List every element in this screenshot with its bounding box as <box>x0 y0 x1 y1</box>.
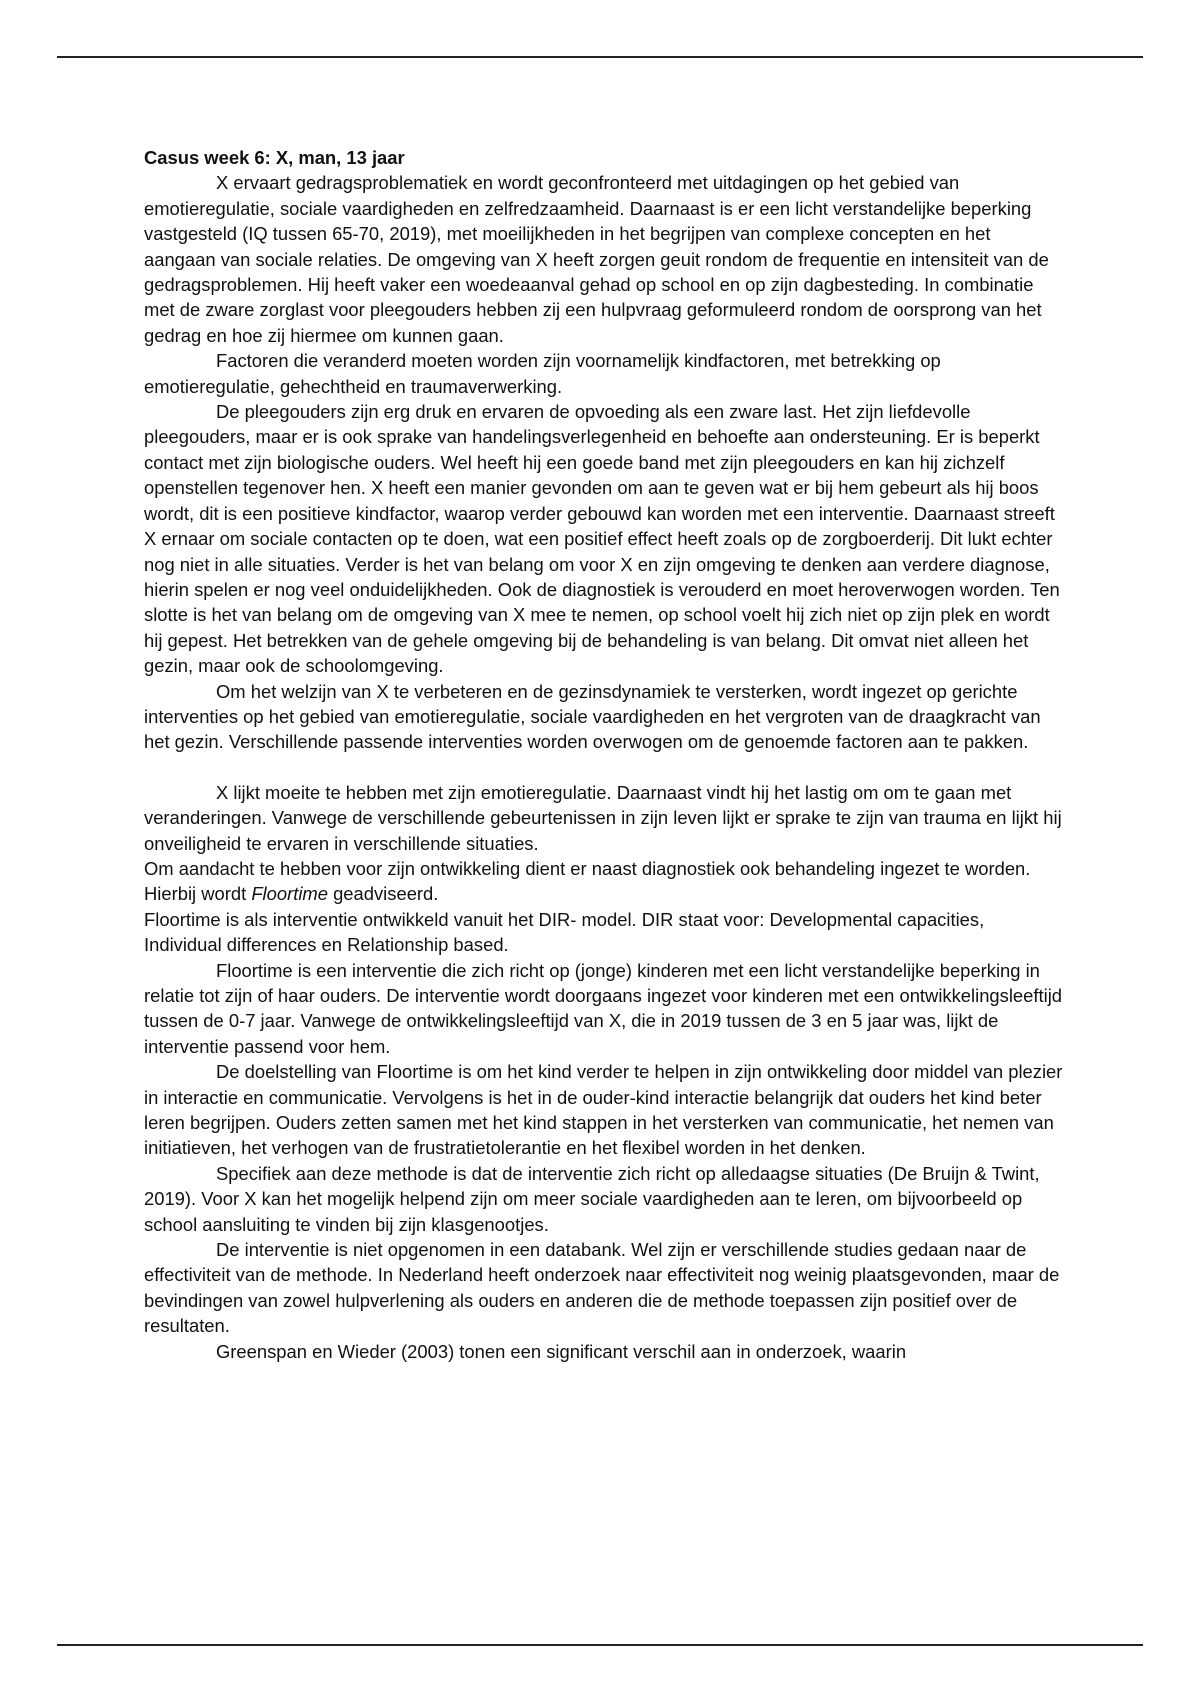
paragraph-2: Factoren die veranderd moeten worden zijn voornamelijk kindfactoren, met betrekking op emotieregulatie, gehechtheid en traumaverwerking. <box>144 350 941 397</box>
bottom-rule <box>57 1644 1143 1646</box>
paragraph-10: Specifiek aan deze methode is dat de interventie zich richt op alledaagse situaties (De Bruijn & Twint, 2019). Voor X kan het mogelijk helpend zijn om meer sociale vaardigheden aan te leren, om bijvoorbeeld op school aansluiting te vinden bij zijn klasgenootjes. <box>144 1162 1040 1235</box>
paragraph-6-text: Om aandacht te hebben voor zijn ontwikkeling dient er naast diagnostiek ook behandeling ingezet te worden. Hierbij wordt <box>144 857 1031 905</box>
paragraph-1: X ervaart gedragsproblematiek en wordt geconfronteerd met uitdagingen op het gebied van emotieregulatie, sociale vaardigheden en zelfredzaamheid. Daarnaast is er een licht verstandelijke beperking vastgesteld (IQ tussen 65-70, 2019), met moeilijkheden in het begrijpen van complexe concepten en het aangaan van sociale relaties. De omgeving van X heeft zorgen geuit rondom de frequentie en intensiteit van de gedragsproblemen. Hij heeft vaker een woedeaanval gehad op school en op zijn dagbesteding. In combinatie met de zware zorglast voor pleegouders hebben zij een hulpvraag geformuleerd rondom de oorsprong van het gedrag en hoe zij hiermee om kunnen gaan. <box>144 172 1049 346</box>
paragraph-3: De pleegouders zijn erg druk en ervaren de opvoeding als een zware last. Het zijn liefdevolle pleegouders, maar er is ook sprake van handelingsverlegenheid en behoefte aan ondersteuning. Er is beperkt contact met zijn biologische ouders. Wel heeft hij een goede band met zijn pleegouders en kan hij zichzelf openstellen tegenover hen. X heeft een manier gevonden om aan te geven wat er bij hem gebeurt als hij boos wordt, dit is een positieve kindfactor, waarop verder gebouwd kan worden met een interventie. Daarnaast streeft X ernaar om sociale contacten op te doen, wat een positief effect heeft zoals op de zorgboerderij. Dit lukt echter nog niet in alle situaties. Verder is het van belang om voor X en zijn omgeving te denken aan verdere diagnose, hierin spelen er nog veel onduidelijkheden. Ook de diagnostiek is verouderd en moet heroverwogen worden. Ten slotte is het van belang om de omgeving van X mee te nemen, op school voelt hij zich niet op zijn plek en wordt hij gepest. Het betrekken van de gehele omgeving bij de behandeling is van belang. Dit omvat niet alleen het gezin, maar ook de schoolomgeving. <box>144 401 1060 677</box>
floortime-emphasis: Floortime <box>251 883 328 905</box>
paragraph-5: X lijkt moeite te hebben met zijn emotieregulatie. Daarnaast vindt hij het lastig om om te gaan met veranderingen. Vanwege de verschillende gebeurtenissen in zijn leven lijkt er sprake te zijn van trauma en lijkt hij onveiligheid te ervaren in verschillende situaties. <box>144 781 1062 854</box>
paragraph-11: De interventie is niet opgenomen in een databank. Wel zijn er verschillende studies gedaan naar de effectiviteit van de methode. In Nederland heeft onderzoek naar effectiviteit nog weinig plaatsgevonden, maar de bevindingen van zowel hulpverlening als ouders en anderen die de methode toepassen zijn positief over de resultaten. <box>144 1239 1060 1337</box>
document-title: Casus week 6: X, man, 13 jaar <box>144 147 405 168</box>
paragraph-gap <box>144 755 1064 780</box>
paragraph-4: Om het welzijn van X te verbeteren en de gezinsdynamiek te versterken, wordt ingezet op gerichte interventies op het gebied van emotieregulatie, sociale vaardigheden en het vergroten van de draagkracht van het gezin. Verschillende passende interventies worden overwogen om de genoemde factoren aan te pakken. <box>144 680 1041 753</box>
paragraph-8: Floortime is een interventie die zich richt op (jonge) kinderen met een licht verstandelijke beperking in relatie tot zijn of haar ouders. De interventie wordt doorgaans ingezet voor kinderen met een ontwikkelingsleeftijd tussen de 0-7 jaar. Vanwege de ontwikkelingsleeftijd van X, die in 2019 tussen de 3 en 5 jaar was, lijkt de interventie passend voor hem. <box>144 959 1063 1057</box>
paragraph-9: De doelstelling van Floortime is om het kind verder te helpen in zijn ontwikkeling door middel van plezier in interactie en communicatie. Vervolgens is het in de ouder-kind interactie belangrijk dat ouders het kind beter leren begrijpen. Ouders zetten samen met het kind stappen in het versterken van communicatie, het nemen van initiatieven, het verhogen van de frustratietolerantie en het flexibel worden in het denken. <box>144 1061 1063 1159</box>
document-body <box>144 145 1064 1364</box>
paragraph-6-tail: geadviseerd. <box>327 883 439 905</box>
paragraph-6 <box>144 856 1064 907</box>
top-rule <box>57 56 1143 58</box>
paragraph-12: Greenspan en Wieder (2003) tonen een significant verschil aan in onderzoek, waarin <box>216 1340 907 1362</box>
paragraph-7: Floortime is als interventie ontwikkeld vanuit het DIR- model. DIR staat voor: Developmental capacities, Individual differences en Relationship based. <box>144 908 985 956</box>
